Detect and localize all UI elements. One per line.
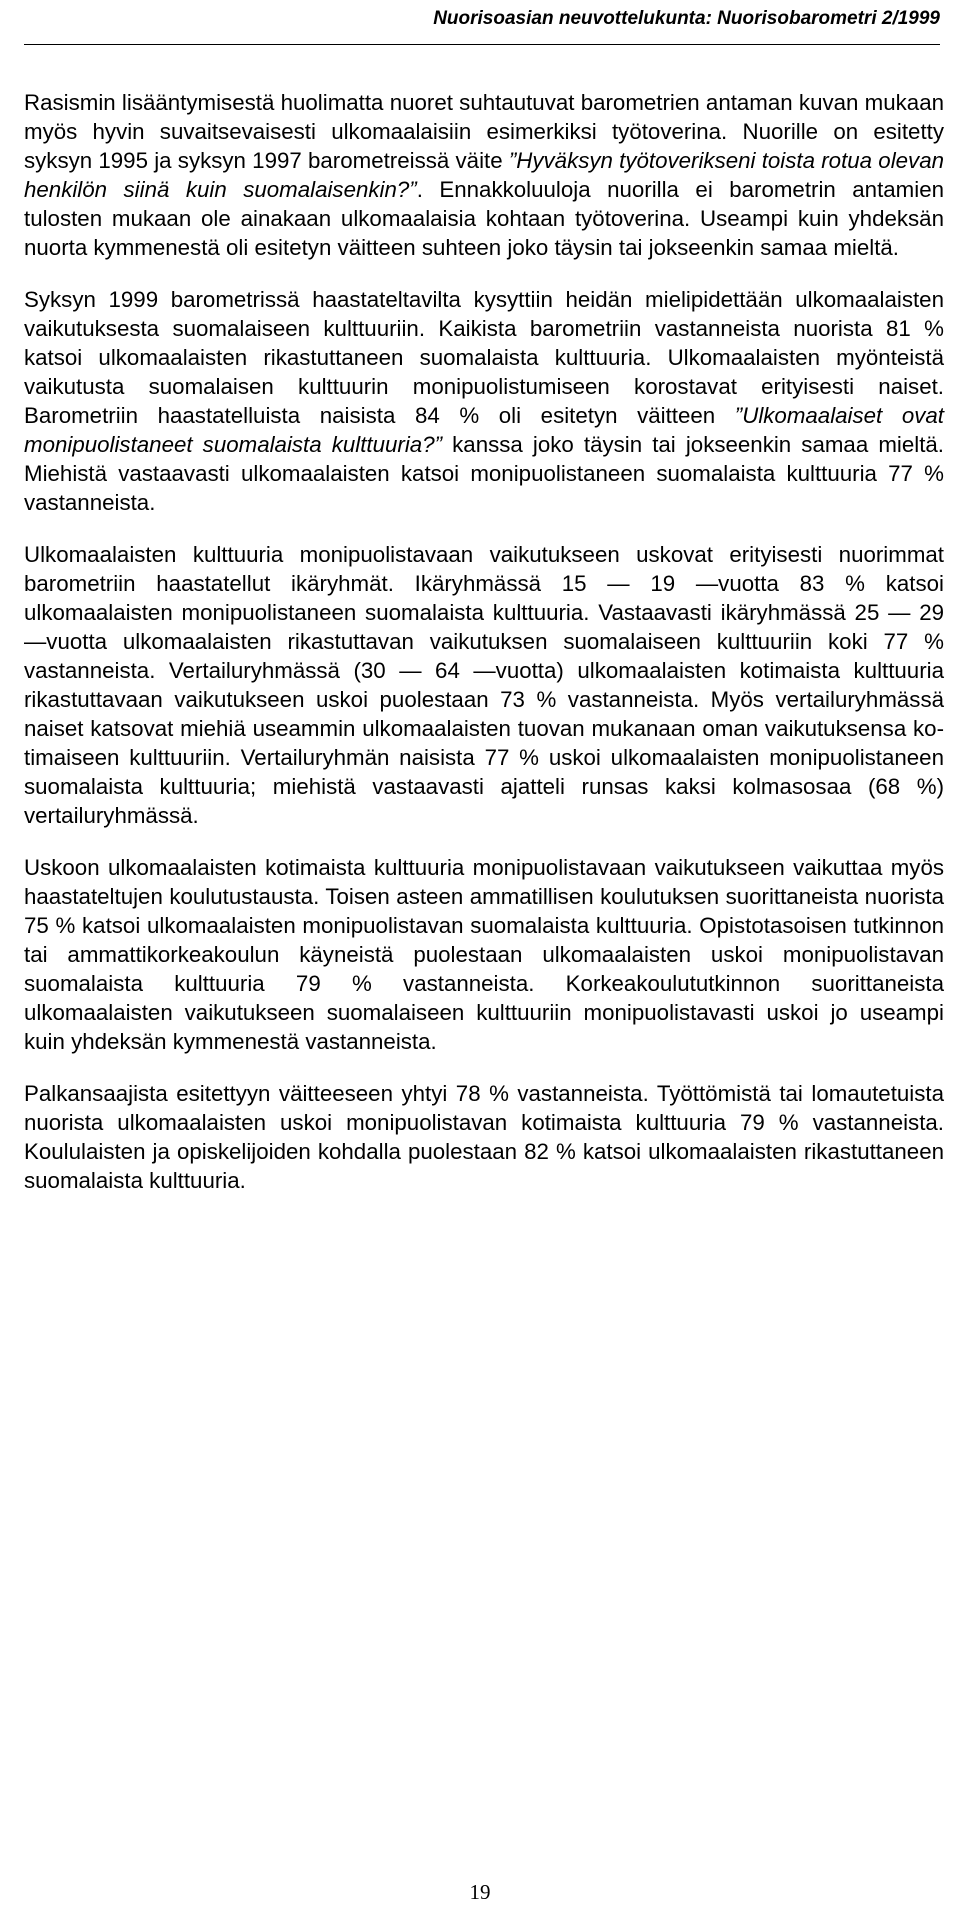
- paragraph-3: Ulkomaalaisten kulttuuria monipuolistavaan vaikutukseen uskovat erityisesti nuorimmat barometriin haastatellut ikäryhmät. Ikäryhmässä 15 — 19 —vuotta 83 % katsoi ulkomaalaisten monipuolistaneen suomalaista kulttuuria. Vastaavasti ikäryhmässä 25 — 29 —vuotta ulkomaalaisten rikastuttavan vaikutuksen suomalaiseen kulttuuriin koki 77 % vastanneista. Vertailuryhmässä (30 — 64 —vuotta) ulkomaalaisten kotimaista kulttuuria rikastuttavaan vaikutukseen uskoi puolestaan 73 % vastanneista. Myös vertailuryhmässä naiset katsovat miehiä useammin ulkomaalaisten tuovan mukanaan oman vaikutuksensa kotimaiseen kulttuuriin. Vertailuryhmän naisista 77 % uskoi ulkomaalaisten monipuolistaneen suomalaista kulttuuria; miehistä vastaavasti ajatteli runsas kaksi kolmasosaa (68 %) vertailuryhmässä.: [24, 542, 944, 828]
- page-number: 19: [469, 1880, 491, 1904]
- paragraph-5: Palkansaajista esitettyyn väitteeseen yhtyi 78 % vastanneista. Työttömistä tai lomautetuista nuorista ulkomaalaisten uskoi monipuolistavan kotimaista kulttuuria 79 % vastanneista. Koululaisten ja opiskelijoiden kohdalla puolestaan 82 % katsoi ulkomaalaisten rikastuttaneen suomalaista kulttuuria.: [24, 1081, 944, 1193]
- paragraph-2-text-b: kanssa joko täysin tai jokseenkin samaa mieltä. Miehistä vastaavasti ulkomaalaisten katsoi monipuolistaneen suomalaista kulttuuria 77 % vastanneista.: [24, 432, 944, 515]
- paragraph-1-text-a: Rasismin lisääntymisestä huolimatta nuoret suhtautuvat barometrien antaman kuvan mukaan myös hyvin suvaitsevaisesti ulkomaalaisiin esimerkiksi työtoverina. Nuorille on esitetty syksyn 1995 ja syksyn 1997 barometreissä väite: [24, 90, 944, 173]
- document-body: [24, 88, 944, 1218]
- paragraph-2-quote: ”Ulkomaalaiset ovat monipuolistaneet suomalaista kulttuuria?”: [24, 403, 944, 457]
- paragraph-1-text-b: . Ennakkoluuloja nuorilla ei barometrin antamien tulosten mukaan ole ainakaan ulkomaalaisia kohtaan työtoverina. Useampi kuin yhdeksän nuorta kymmenestä oli esitetyn väitteen suhteen joko täysin tai jokseenkin samaa mieltä.: [24, 177, 944, 260]
- paragraph-1-quote: ”Hyväksyn työtoverikseni toista rotua olevan henkilön siinä kuin suomalaisenkin?”: [24, 148, 944, 202]
- paragraph-2: [24, 285, 944, 517]
- paragraph-2-text-a: Syksyn 1999 barometrissä haastateltavilta kysyttiin heidän mielipidettään ulkomaalaisten vaikutuksesta suomalaiseen kulttuuriin. Kaikista barometriin vastanneista nuorista 81 % katsoi ulkomaalaisten rikastuttaneen suomalaista kulttuuria. Ulkomaalaisten myönteistä vaikutusta suomalaisen kulttuurin monipuolistumiseen korostavat erityisesti naiset. Barometriin haastatelluista naisista 84 % oli esitetyn väitteen: [24, 287, 944, 428]
- header-divider: [24, 44, 940, 45]
- running-header: Nuorisoasian neuvottelukunta: Nuorisobarometri 2/1999: [433, 8, 940, 29]
- paragraph-4: Uskoon ulkomaalaisten kotimaista kulttuuria monipuolistavaan vaikutukseen vaikuttaa myös haastateltujen koulutustausta. Toisen asteen ammatillisen koulutuksen suorittaneista nuorista 75 % katsoi ulkomaalaisten monipuolistavan suomalaista kulttuuria. Opistotasoisen tutkinnon tai ammattikorkeakoulun käyneistä puolestaan ulkomaalaisten uskoi monipuolistavan suomalaista kulttuuria 79 % vastanneista. Korkeakoulututkinnon suorittaneista ulkomaalaisten vaikutukseen suomalaiseen kulttuuriin monipuolistavasti uskoi jo useampi kuin yhdeksän kymmenestä vastanneista.: [24, 855, 944, 1054]
- paragraph-1: [24, 88, 944, 262]
